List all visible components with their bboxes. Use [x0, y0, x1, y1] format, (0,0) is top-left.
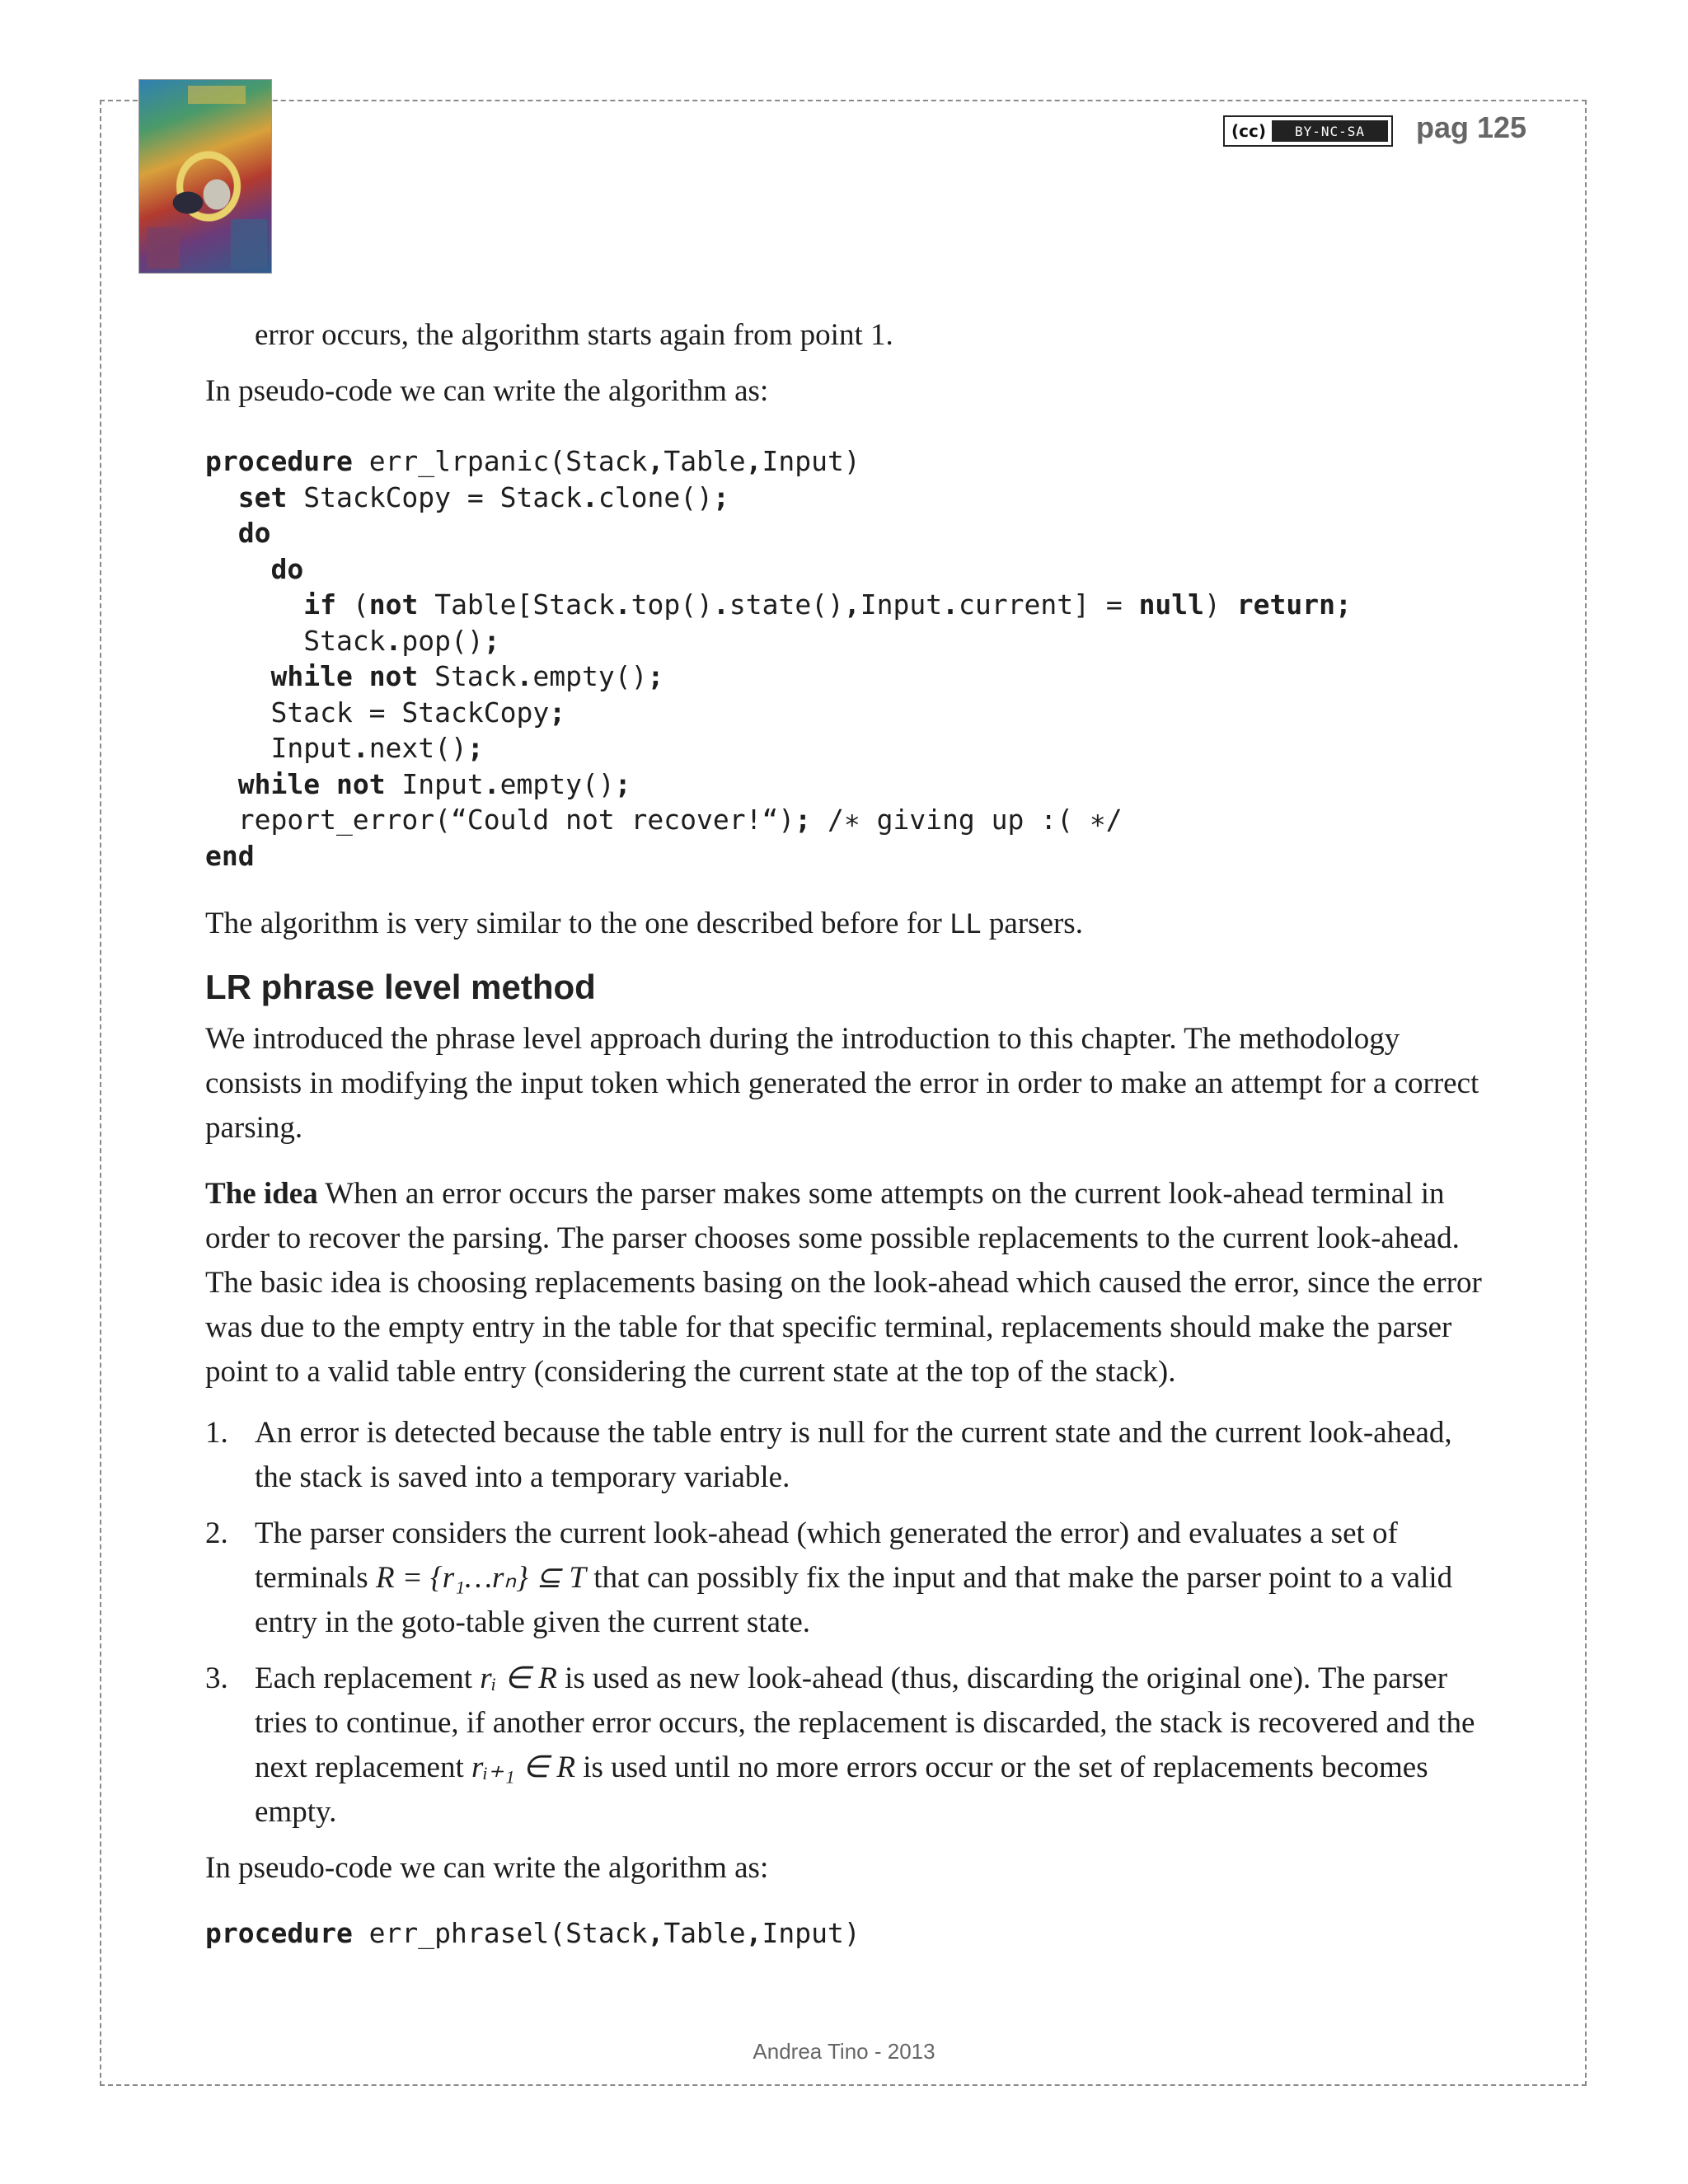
list-item: 2. The parser considers the current look-ahead (which generated the error) and evaluates a set of terminals R = {r₁…rₙ} ⊆ T that can possibly fix the input and that make the parser point to a valid entry in the goto-table given the current state. [205, 1516, 1453, 1639]
math-expression: rᵢ ∈ R [480, 1661, 557, 1695]
paragraph: In pseudo-code we can write the algorithm as: [205, 1851, 769, 1885]
license-terms: BY-NC-SA [1272, 120, 1388, 142]
page-content [205, 313, 1491, 1952]
list-item: 3. Each replacement rᵢ ∈ R is used as new look-ahead (thus, discarding the original one). The parser tries to continue, if another error occurs, the replacement is discarded, the stack is recovered and the next replacement rᵢ₊₁ ∈ R is used until no more errors occur or the set of replacements becomes empty. [205, 1661, 1475, 1829]
cc-icon: (cc) [1231, 121, 1266, 141]
code-block-lrpanic: procedure err_lrpanic(Stack,Table,Input) set StackCopy = Stack.clone(); do do if (not Table[Stack.top().state(),Input.current] = null) return; Stack.pop(); while not Stack.empty(); Stack = StackCopy; Input.next(); while not Input.empty(); report_error(“Could not recover!“); /∗ giving up :( ∗/ end [205, 445, 1352, 872]
page-footer: Andrea Tino - 2013 [753, 2039, 935, 2064]
code-line: err_lrpanic(Stack,Table,Input) [368, 445, 860, 477]
paragraph: We introduced the phrase level approach during the introduction to this chapter. The methodology consists in modifying the input token which generated the error in order to make an attempt for a correct parsing. [205, 1022, 1479, 1145]
paragraph: The algorithm is very similar to the one described before for LL parsers. [205, 907, 1083, 940]
paragraph: The idea When an error occurs the parser makes some attempts on the current look-ahead terminal in order to recover the parsing. The parser chooses some possible replacements to the current look-ahead. The basic idea is choosing replacements basing on the look-ahead which caused the error, since the error was due to the empty entry in the table for that specific terminal, replacements should make the parser point to a valid table entry (considering the current state at the top of the stack). [205, 1177, 1482, 1389]
code-block-phrasel: procedure err_phrasel(Stack,Table,Input) [205, 1917, 860, 1949]
paragraph: error occurs, the algorithm starts again from point 1. [255, 318, 893, 352]
page-number: pag 125 [1416, 110, 1527, 144]
license-badge[interactable] [1223, 115, 1393, 147]
numbered-list [205, 1411, 1491, 1835]
math-expression: R = {r₁…rₙ} ⊆ T [375, 1561, 586, 1595]
book-cover-thumbnail [138, 79, 272, 274]
math-expression: rᵢ₊₁ ∈ R [471, 1750, 575, 1784]
section-heading: LR phrase level method [205, 968, 596, 1006]
list-item: 1. An error is detected because the table entry is null for the current state and the current look-ahead, the stack is saved into a temporary variable. [205, 1416, 1452, 1494]
paragraph: In pseudo-code we can write the algorithm as: [205, 374, 769, 408]
